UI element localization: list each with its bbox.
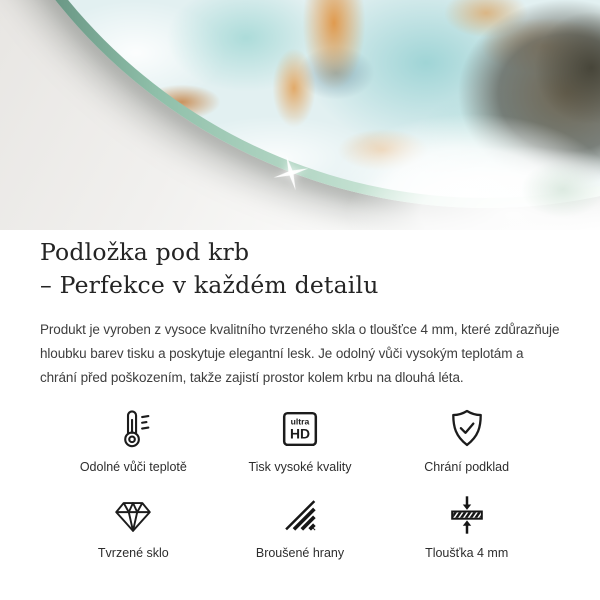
feature-protects-surface <box>383 406 550 474</box>
product-hero-image <box>0 0 600 230</box>
shield-check-icon <box>444 406 490 452</box>
feature-grid <box>50 406 550 560</box>
ultra-hd-badge-top: ultra <box>290 416 310 427</box>
feature-label: Odolné vůči teplotě <box>79 459 187 474</box>
feature-beveled-edges <box>217 492 384 560</box>
product-info-section <box>0 236 600 560</box>
page-title-line1: Podložka pod krb <box>40 238 250 266</box>
feature-thickness <box>383 492 550 560</box>
thermometer-icon <box>110 406 156 452</box>
beveled-edges-icon <box>277 492 323 538</box>
product-description: Produkt je vyroben z vysoce kvalitního tvrzeného skla o tloušťce 4 mm, které zdůrazňuje hloubku barev tisku a poskytuje elegantní lesk. Je odolný vůči vysokým teplotám a chrání před poškozením, takže zajistí prostor kolem krbu na dlouhá léta. <box>40 321 560 385</box>
feature-label: Tloušťka 4 mm <box>425 545 509 560</box>
page-title-line2: – Perfekce v každém detailu <box>40 271 379 299</box>
page-title <box>40 236 560 302</box>
feature-tempered-glass <box>50 492 217 560</box>
feature-print-quality <box>217 406 384 474</box>
feature-heat-resistant <box>50 406 217 474</box>
diamond-icon <box>110 492 156 538</box>
feature-label: Broušené hrany <box>255 545 345 560</box>
ultra-hd-badge-bottom: HD <box>289 425 311 442</box>
feature-label: Tisk vysoké kvality <box>248 459 352 474</box>
thickness-icon <box>444 492 490 538</box>
ultra-hd-icon <box>277 406 323 452</box>
feature-label: Tvrzené sklo <box>97 545 169 560</box>
feature-label: Chrání podklad <box>424 459 510 474</box>
